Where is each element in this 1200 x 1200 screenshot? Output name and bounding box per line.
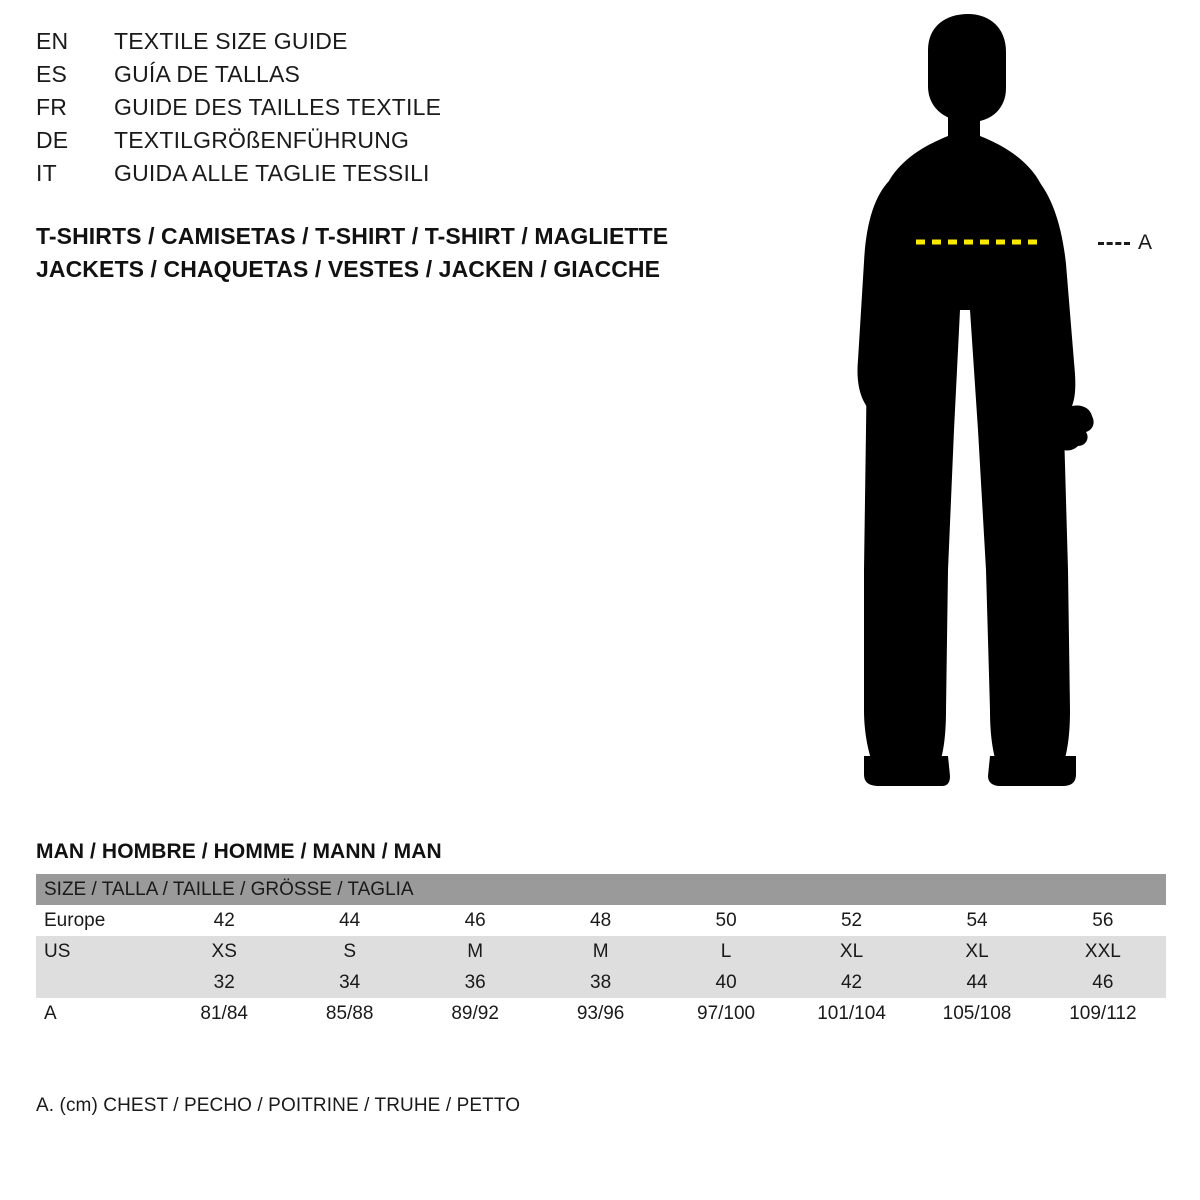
language-title: GUIDA ALLE TAGLIE TESSILI [114,160,430,186]
row-value: 50 [663,905,788,936]
size-table [36,874,1166,1029]
gender-title: MAN / HOMBRE / HOMME / MANN / MAN [36,840,442,863]
measure-leader-line [1098,242,1130,245]
row-value: 109/112 [1040,998,1166,1029]
row-value: M [538,936,663,967]
size-table-section [36,840,1166,1029]
table-row [36,998,1166,1029]
row-value: 81/84 [161,998,286,1029]
language-code: EN [36,28,69,54]
row-value: 56 [1040,905,1166,936]
row-value: 46 [1040,967,1166,998]
language-title: GUIDE DES TAILLES TEXTILE [114,94,442,120]
garment-category-block [36,220,796,286]
row-value: 36 [412,967,537,998]
row-value: L [663,936,788,967]
row-value: M [412,936,537,967]
row-value: 42 [161,905,286,936]
language-code: DE [36,127,69,153]
row-value: 34 [287,967,412,998]
row-value: 101/104 [789,998,914,1029]
category-jackets: JACKETS / CHAQUETAS / VESTES / JACKEN / GIACCHE [36,256,661,282]
language-row [36,94,736,127]
row-value: 54 [914,905,1039,936]
row-value: 48 [538,905,663,936]
category-tshirts: T-SHIRTS / CAMISETAS / T-SHIRT / T-SHIRT / MAGLIETTE [36,223,669,249]
row-value: 42 [789,967,914,998]
row-value: 105/108 [914,998,1039,1029]
row-label: US [36,936,161,967]
language-code: ES [36,61,68,87]
language-row [36,127,736,160]
language-title: GUÍA DE TALLAS [114,61,301,87]
table-row [36,905,1166,936]
row-value: 89/92 [412,998,537,1029]
row-value: S [287,936,412,967]
language-header-block [36,28,736,193]
table-header-label: SIZE / TALLA / TAILLE / GRÖSSE / TAGLIA [36,874,1166,905]
table-row [36,936,1166,967]
row-label [36,967,161,998]
row-value: 44 [287,905,412,936]
language-row [36,61,736,94]
row-value: 32 [161,967,286,998]
row-value: 46 [412,905,537,936]
row-value: 97/100 [663,998,788,1029]
measure-marker-label: A [1138,231,1153,254]
row-value: XS [161,936,286,967]
row-value: 38 [538,967,663,998]
language-title: TEXTILGRÖßENFÜHRUNG [114,127,410,153]
row-value: 40 [663,967,788,998]
language-row [36,28,736,61]
row-value: XXL [1040,936,1166,967]
row-label: Europe [36,905,161,936]
body-figure [820,10,1180,800]
row-value: 52 [789,905,914,936]
row-value: XL [914,936,1039,967]
language-row [36,160,736,193]
row-value: 93/96 [538,998,663,1029]
language-title: TEXTILE SIZE GUIDE [114,28,348,54]
row-value: XL [789,936,914,967]
table-row [36,967,1166,998]
measurement-footnote: A. (cm) CHEST / PECHO / POITRINE / TRUHE / PETTO [36,1095,521,1116]
row-value: 44 [914,967,1039,998]
row-value: 85/88 [287,998,412,1029]
language-code: IT [36,160,57,186]
row-label: A [36,998,161,1029]
language-code: FR [36,94,68,120]
male-silhouette-icon [820,10,1180,800]
table-header-row [36,874,1166,905]
